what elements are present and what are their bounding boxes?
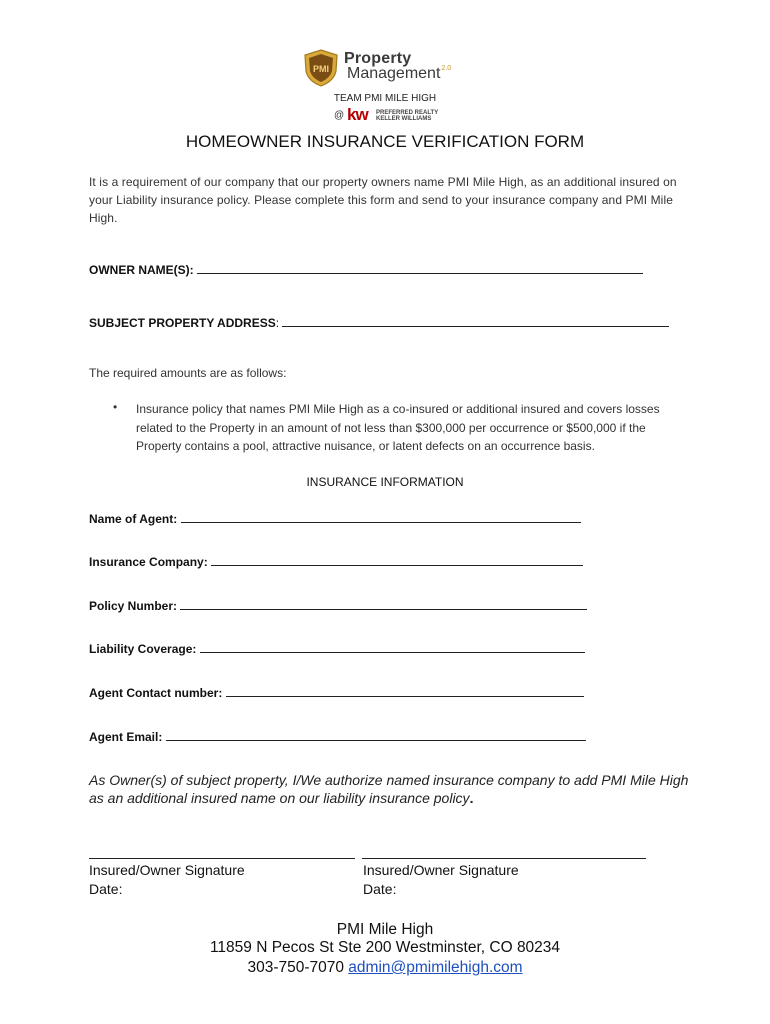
owner-names-field[interactable] [89,262,643,277]
intro-paragraph: It is a requirement of our company that our property owners name PMI Mile High, as an additional insured on your Liability insurance policy. Please complete this form and send to your insurance company and PMI Mile High. [89,175,677,225]
logo-line1: Property [344,50,412,67]
signature-label-2: Insured/Owner Signature [363,862,519,878]
signature-label-1: Insured/Owner Signature [89,862,245,878]
policy-number-line[interactable] [180,598,587,610]
kw-sub2: KELLER WILLIAMS [376,116,432,122]
requirement-item: Insurance policy that names PMI Mile High as a co-insured or additional insured and covers losses related to the Property in an amount of not less than $300,000 per occurrence or $500,000 if the Property contains a pool, attractive nuisance, or latent defects on an occurrence basis. [136,402,660,453]
bullet-marker: • [113,400,118,414]
subject-address-colon: : [275,316,280,330]
kw-logo-mark: kw [347,105,368,124]
liability-coverage-field[interactable] [89,641,585,656]
insurance-company-field[interactable] [89,554,583,569]
signature-date-1: Date: [89,881,123,897]
owner-names-label: OWNER NAME(S): [89,263,194,277]
agent-email-line[interactable] [166,729,586,741]
signature-line-2[interactable] [362,858,646,859]
shield-text: PMI [312,64,330,74]
logo-version: 2.0 [441,65,452,72]
kw-sub1: PREFERRED REALTY [376,110,439,116]
authorization-text: As Owner(s) of subject property, I/We authorize named insurance company to add PMI Mile High as an additional insured name on our liability insurance policy [89,772,689,806]
footer-email-link[interactable]: admin@pmimilehigh.com [348,959,523,976]
agent-name-field[interactable] [89,511,581,526]
agent-contact-label: Agent Contact number: [89,686,223,700]
policy-number-label: Policy Number: [89,599,178,613]
logo-line2-text: Management [347,65,441,82]
kw-subtitle [376,110,438,122]
agent-contact-field[interactable] [89,685,584,700]
logo-line2 [347,65,451,83]
policy-number-field[interactable] [89,598,587,613]
company-logo [303,46,473,88]
agent-name-label: Name of Agent: [89,512,178,526]
liability-coverage-label: Liability Coverage: [89,642,197,656]
footer-contact [0,959,770,977]
kw-brand [334,105,444,124]
agent-email-field[interactable] [89,729,586,744]
agent-contact-line[interactable] [226,685,584,697]
signature-date-2: Date: [363,881,397,897]
form-title: HOMEOWNER INSURANCE VERIFICATION FORM [185,132,585,151]
authorization-period: . [469,790,474,806]
footer-company: PMI Mile High [336,921,434,938]
insurance-company-label: Insurance Company: [89,555,208,569]
subject-address-label: SUBJECT PROPERTY ADDRESS [89,316,276,330]
team-name: TEAM PMI MILE HIGH [333,93,437,104]
shield-logo-icon [303,49,339,87]
requirements-intro: The required amounts are as follows: [89,366,287,380]
liability-coverage-line[interactable] [200,641,585,653]
insurance-company-line[interactable] [211,554,583,566]
subject-address-line[interactable] [282,315,669,327]
footer-address: 11859 N Pecos St Ste 200 Westminster, CO 80234 [209,939,561,956]
subject-address-field[interactable] [89,315,669,330]
signature-line-1[interactable] [89,858,355,859]
agent-name-line[interactable] [181,511,581,523]
owner-names-line[interactable] [197,262,643,274]
agent-email-label: Agent Email: [89,730,163,744]
authorization-statement [89,771,689,807]
footer-phone: 303-750-7070 [247,959,344,976]
insurance-info-heading: INSURANCE INFORMATION [306,475,464,489]
at-sign: @ [334,110,345,121]
